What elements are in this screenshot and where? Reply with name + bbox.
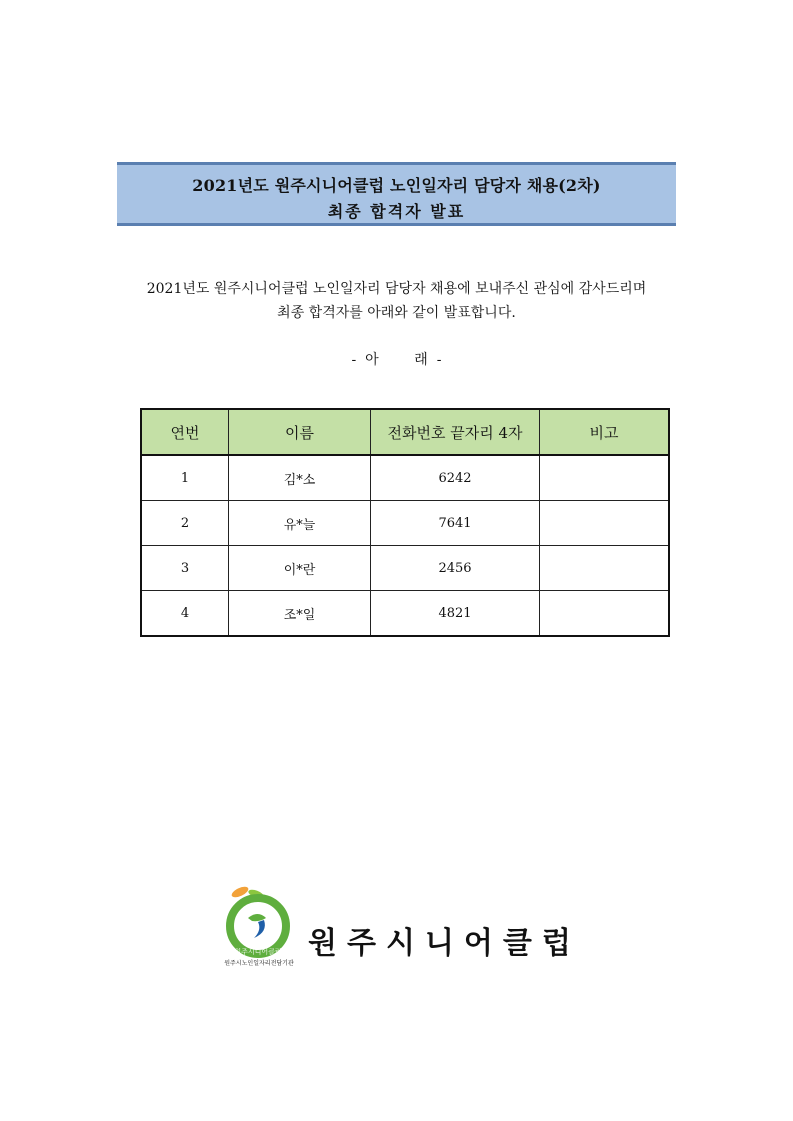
title-line-2: 최종 합격자 발표 <box>327 202 466 221</box>
table-row <box>141 546 669 591</box>
title-line-1: 2021년도 원주시니어클럽 노인일자리 담당자 채용(2차) <box>192 176 601 195</box>
cell-phone: 4821 <box>371 591 540 637</box>
intro-line-2: 최종 합격자를 아래와 같이 발표합니다. <box>277 305 516 321</box>
logo-ring <box>230 898 286 954</box>
logo-ring-text: 원주시니어클럽 <box>234 948 282 956</box>
table-row <box>141 455 669 501</box>
cell-remarks <box>540 501 670 546</box>
cell-name: 유*늘 <box>229 501 371 546</box>
cell-name: 이*란 <box>229 546 371 591</box>
organization-name: 원주시니어클럽 <box>308 926 581 961</box>
results-table <box>140 408 670 637</box>
table-header-row <box>141 409 669 455</box>
cell-number: 4 <box>141 591 229 637</box>
cell-remarks <box>540 591 670 637</box>
logo-hand-blue <box>254 920 265 938</box>
header-phone: 전화번호 끝자리 4자 <box>371 409 540 455</box>
cell-number: 1 <box>141 455 229 501</box>
table-row <box>141 591 669 637</box>
logo-caption: 원주시노인일자리전담기관 <box>224 960 294 967</box>
senior-club-logo <box>218 882 298 968</box>
header-number: 연번 <box>141 409 229 455</box>
table-row <box>141 501 669 546</box>
cell-phone: 7641 <box>371 501 540 546</box>
cell-phone: 2456 <box>371 546 540 591</box>
intro-line-1: 2021년도 원주시니어클럽 노인일자리 담당자 채용에 보내주신 관심에 감사드리며 <box>146 281 647 297</box>
cell-name: 조*일 <box>229 591 371 637</box>
cell-name: 김*소 <box>229 455 371 501</box>
cell-remarks <box>540 546 670 591</box>
header-remarks: 비고 <box>540 409 670 455</box>
cell-remarks <box>540 455 670 501</box>
below-mark: - 아 래 - <box>351 352 442 368</box>
logo-hand-green <box>248 914 266 921</box>
cell-phone: 6242 <box>371 455 540 501</box>
header-name: 이름 <box>229 409 371 455</box>
cell-number: 2 <box>141 501 229 546</box>
announcement-title-box <box>117 162 676 226</box>
cell-number: 3 <box>141 546 229 591</box>
